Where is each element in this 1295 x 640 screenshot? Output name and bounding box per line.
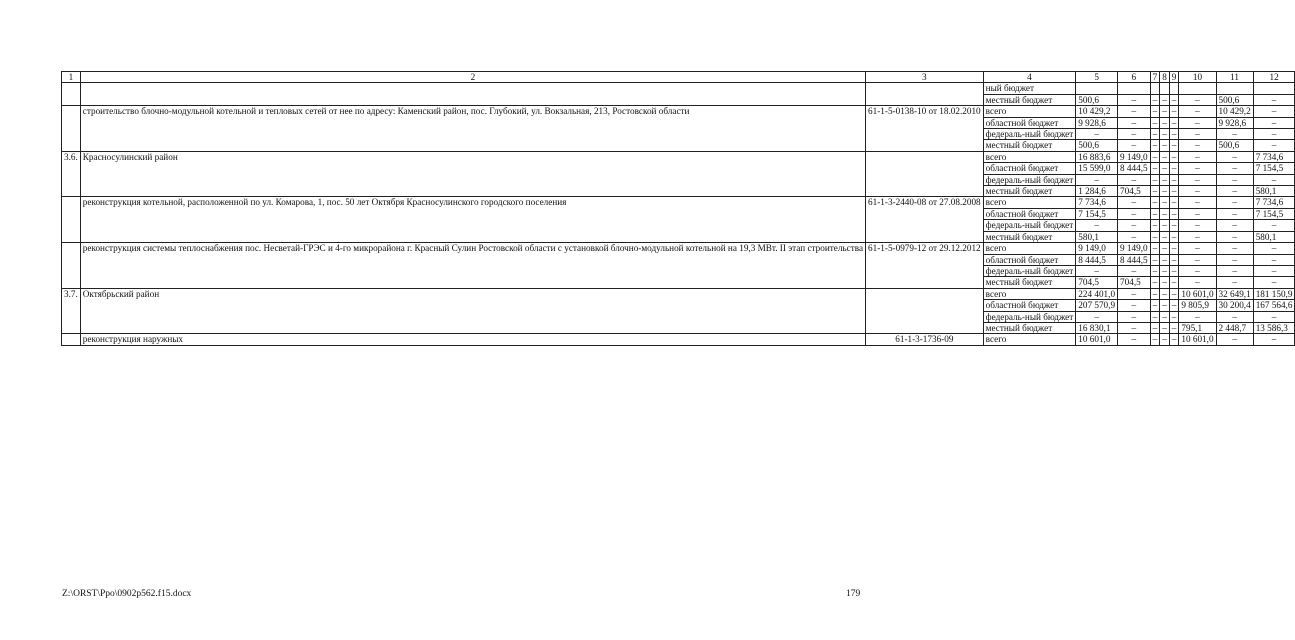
funding-source: местный бюджет	[983, 322, 1076, 333]
funding-source: местный бюджет	[983, 94, 1076, 105]
object-description: Октябрьский район	[80, 288, 865, 334]
funding-source: федераль-ный бюджет	[983, 129, 1076, 140]
amount-cell	[1179, 83, 1216, 94]
amount-cell: 7 154,5	[1253, 163, 1295, 174]
amount-cell: 704,5	[1076, 277, 1118, 288]
amount-cell: –	[1150, 265, 1160, 276]
document-reference: 61-1-3-2440-08 от 27.08.2008	[866, 197, 984, 243]
amount-cell: –	[1150, 151, 1160, 162]
amount-cell: 9 149,0	[1118, 243, 1151, 254]
amount-cell: 500,6	[1216, 140, 1253, 151]
amount-cell: –	[1076, 265, 1118, 276]
amount-cell	[1118, 83, 1151, 94]
amount-cell: 7 734,6	[1253, 151, 1295, 162]
funding-source: всего	[983, 106, 1076, 117]
amount-cell: –	[1169, 265, 1179, 276]
amount-cell: –	[1179, 163, 1216, 174]
amount-cell: –	[1150, 311, 1160, 322]
amount-cell: 10 429,2	[1076, 106, 1118, 117]
amount-cell	[1253, 83, 1295, 94]
amount-cell: 500,6	[1216, 94, 1253, 105]
amount-cell: –	[1160, 186, 1170, 197]
amount-cell: –	[1216, 231, 1253, 242]
amount-cell: –	[1160, 311, 1170, 322]
column-number: 4	[983, 72, 1076, 83]
amount-cell: –	[1169, 322, 1179, 333]
amount-cell: –	[1179, 151, 1216, 162]
amount-cell: 9 149,0	[1118, 151, 1151, 162]
column-number: 9	[1169, 72, 1179, 83]
amount-cell: –	[1216, 163, 1253, 174]
amount-cell: –	[1150, 129, 1160, 140]
amount-cell: –	[1169, 288, 1179, 299]
table-row	[62, 106, 1295, 117]
amount-cell: –	[1160, 140, 1170, 151]
amount-cell: –	[1076, 220, 1118, 231]
amount-cell: –	[1169, 254, 1179, 265]
amount-cell: –	[1169, 140, 1179, 151]
amount-cell: –	[1160, 129, 1170, 140]
amount-cell: 9 928,6	[1216, 117, 1253, 128]
amount-cell: –	[1118, 117, 1151, 128]
table-row	[62, 83, 1295, 94]
amount-cell: –	[1253, 220, 1295, 231]
funding-source: местный бюджет	[983, 140, 1076, 151]
amount-cell	[1216, 83, 1253, 94]
amount-cell: –	[1118, 265, 1151, 276]
amount-cell: –	[1118, 311, 1151, 322]
amount-cell: –	[1118, 140, 1151, 151]
column-number: 5	[1076, 72, 1118, 83]
amount-cell: –	[1076, 129, 1118, 140]
amount-cell	[1076, 83, 1118, 94]
funding-source: местный бюджет	[983, 231, 1076, 242]
amount-cell: –	[1253, 265, 1295, 276]
amount-cell: –	[1076, 311, 1118, 322]
amount-cell: 8 444,5	[1118, 163, 1151, 174]
amount-cell: –	[1169, 220, 1179, 231]
amount-cell: 207 570,9	[1076, 300, 1118, 311]
amount-cell: –	[1216, 174, 1253, 185]
funding-source: областной бюджет	[983, 208, 1076, 219]
amount-cell: –	[1150, 140, 1160, 151]
amount-cell: –	[1150, 208, 1160, 219]
funding-source: ный бюджет	[983, 83, 1076, 94]
amount-cell: 10 601,0	[1179, 334, 1216, 345]
amount-cell: –	[1179, 174, 1216, 185]
amount-cell: –	[1179, 231, 1216, 242]
amount-cell: –	[1169, 231, 1179, 242]
amount-cell: –	[1160, 277, 1170, 288]
amount-cell: –	[1118, 322, 1151, 333]
funding-source: всего	[983, 334, 1076, 345]
amount-cell: –	[1118, 174, 1151, 185]
funding-source: федераль-ный бюджет	[983, 311, 1076, 322]
amount-cell: –	[1169, 174, 1179, 185]
row-number	[62, 106, 81, 152]
amount-cell: –	[1160, 208, 1170, 219]
amount-cell: –	[1160, 94, 1170, 105]
amount-cell: 16 830,1	[1076, 322, 1118, 333]
amount-cell: 795,1	[1179, 322, 1216, 333]
amount-cell: –	[1150, 300, 1160, 311]
document-reference	[866, 83, 984, 106]
column-number: 7	[1150, 72, 1160, 83]
amount-cell: 704,5	[1118, 277, 1151, 288]
amount-cell: 9 149,0	[1076, 243, 1118, 254]
amount-cell: 10 601,0	[1076, 334, 1118, 345]
object-description: реконструкция наружных	[80, 334, 865, 345]
amount-cell: –	[1216, 311, 1253, 322]
object-description: реконструкция системы теплоснабжения пос. Несветай-ГРЭС и 4-го микрорайона г. Красный Сулин Ростовской области с установкой блочно-модульной котельной на 19,3 МВт. II этап строительства	[80, 243, 865, 289]
amount-cell: –	[1216, 277, 1253, 288]
amount-cell: –	[1179, 140, 1216, 151]
amount-cell: –	[1150, 334, 1160, 345]
amount-cell: –	[1160, 254, 1170, 265]
amount-cell: –	[1076, 174, 1118, 185]
amount-cell: –	[1160, 231, 1170, 242]
row-number: 3.6.	[62, 151, 81, 197]
column-number: 10	[1179, 72, 1216, 83]
amount-cell: 7 734,6	[1253, 197, 1295, 208]
amount-cell: –	[1253, 140, 1295, 151]
amount-cell: –	[1160, 174, 1170, 185]
amount-cell: –	[1169, 197, 1179, 208]
amount-cell: –	[1118, 129, 1151, 140]
amount-cell: –	[1118, 334, 1151, 345]
amount-cell	[1169, 83, 1179, 94]
amount-cell: –	[1169, 163, 1179, 174]
amount-cell: –	[1169, 106, 1179, 117]
amount-cell: –	[1160, 106, 1170, 117]
funding-source: местный бюджет	[983, 186, 1076, 197]
amount-cell: –	[1253, 254, 1295, 265]
amount-cell	[1160, 83, 1170, 94]
amount-cell: –	[1179, 186, 1216, 197]
funding-source: федераль-ный бюджет	[983, 174, 1076, 185]
amount-cell: –	[1253, 277, 1295, 288]
amount-cell: –	[1179, 277, 1216, 288]
amount-cell: –	[1253, 243, 1295, 254]
amount-cell: 7 734,6	[1076, 197, 1118, 208]
amount-cell: –	[1253, 94, 1295, 105]
funding-source: местный бюджет	[983, 277, 1076, 288]
amount-cell: –	[1160, 163, 1170, 174]
amount-cell: –	[1160, 288, 1170, 299]
funding-source: областной бюджет	[983, 300, 1076, 311]
amount-cell: –	[1150, 186, 1160, 197]
amount-cell: –	[1160, 300, 1170, 311]
amount-cell: 9 928,6	[1076, 117, 1118, 128]
amount-cell: –	[1253, 129, 1295, 140]
document-reference: 61-1-5-0138-10 от 18.02.2010	[866, 106, 984, 152]
amount-cell: 2 448,7	[1216, 322, 1253, 333]
amount-cell: –	[1150, 106, 1160, 117]
amount-cell: 500,6	[1076, 140, 1118, 151]
column-number: 2	[80, 72, 865, 83]
amount-cell: –	[1160, 243, 1170, 254]
amount-cell: 224 401,0	[1076, 288, 1118, 299]
amount-cell	[1150, 83, 1160, 94]
column-number: 3	[866, 72, 984, 83]
amount-cell: 580,1	[1076, 231, 1118, 242]
amount-cell: –	[1179, 311, 1216, 322]
funding-source: всего	[983, 243, 1076, 254]
amount-cell: 10 429,2	[1216, 106, 1253, 117]
amount-cell: –	[1169, 243, 1179, 254]
amount-cell: 500,6	[1076, 94, 1118, 105]
amount-cell: –	[1169, 300, 1179, 311]
amount-cell: 8 444,5	[1076, 254, 1118, 265]
amount-cell: –	[1179, 208, 1216, 219]
row-number	[62, 334, 81, 345]
amount-cell: 1 284,6	[1076, 186, 1118, 197]
amount-cell: –	[1179, 197, 1216, 208]
column-number: 8	[1160, 72, 1170, 83]
document-reference: 61-1-3-1736-09	[866, 334, 984, 345]
amount-cell: –	[1150, 254, 1160, 265]
amount-cell: –	[1179, 106, 1216, 117]
amount-cell: –	[1253, 311, 1295, 322]
table-row	[62, 197, 1295, 208]
amount-cell: –	[1169, 186, 1179, 197]
amount-cell: –	[1150, 174, 1160, 185]
object-description	[80, 83, 865, 106]
object-description: строительство блочно-модульной котельной и тепловых сетей от нее по адресу: Каменский район, пос. Глубокий, ул. Вокзальная, 213, Ростовской области	[80, 106, 865, 152]
amount-cell: –	[1169, 311, 1179, 322]
funding-source: областной бюджет	[983, 254, 1076, 265]
funding-source: всего	[983, 288, 1076, 299]
budget-table	[61, 71, 1295, 346]
amount-cell: –	[1169, 129, 1179, 140]
amount-cell: –	[1179, 220, 1216, 231]
amount-cell: –	[1118, 231, 1151, 242]
amount-cell: 8 444,5	[1118, 254, 1151, 265]
amount-cell: –	[1150, 231, 1160, 242]
amount-cell: –	[1150, 220, 1160, 231]
amount-cell: –	[1160, 334, 1170, 345]
amount-cell: –	[1216, 220, 1253, 231]
amount-cell: –	[1179, 265, 1216, 276]
amount-cell: –	[1160, 151, 1170, 162]
amount-cell: –	[1253, 106, 1295, 117]
funding-source: областной бюджет	[983, 163, 1076, 174]
amount-cell: –	[1150, 243, 1160, 254]
amount-cell: 7 154,5	[1253, 208, 1295, 219]
amount-cell: 32 649,1	[1216, 288, 1253, 299]
amount-cell: –	[1150, 197, 1160, 208]
amount-cell: –	[1253, 334, 1295, 345]
document-reference	[866, 288, 984, 334]
amount-cell: –	[1118, 197, 1151, 208]
amount-cell: –	[1160, 265, 1170, 276]
amount-cell: –	[1169, 117, 1179, 128]
amount-cell: 9 805,9	[1179, 300, 1216, 311]
row-number: 3.7.	[62, 288, 81, 334]
amount-cell: –	[1160, 197, 1170, 208]
amount-cell: 580,1	[1253, 186, 1295, 197]
amount-cell: –	[1216, 265, 1253, 276]
amount-cell: –	[1118, 94, 1151, 105]
funding-source: всего	[983, 197, 1076, 208]
row-number	[62, 197, 81, 243]
amount-cell: –	[1150, 277, 1160, 288]
row-number	[62, 83, 81, 106]
amount-cell: –	[1169, 151, 1179, 162]
amount-cell: –	[1150, 322, 1160, 333]
footer-file-path: Z:\ORST\Ppo\0902p562.f15.docx	[62, 589, 192, 599]
amount-cell: –	[1179, 254, 1216, 265]
column-number: 12	[1253, 72, 1295, 83]
funding-source: федераль-ный бюджет	[983, 220, 1076, 231]
amount-cell: –	[1179, 129, 1216, 140]
amount-cell: –	[1150, 163, 1160, 174]
table-row	[62, 243, 1295, 254]
row-number	[62, 243, 81, 289]
amount-cell: –	[1179, 243, 1216, 254]
amount-cell: –	[1216, 151, 1253, 162]
amount-cell: –	[1216, 186, 1253, 197]
amount-cell: –	[1169, 94, 1179, 105]
amount-cell: –	[1216, 254, 1253, 265]
column-number: 1	[62, 72, 81, 83]
document-reference	[866, 151, 984, 197]
amount-cell: 167 564,6	[1253, 300, 1295, 311]
amount-cell: –	[1216, 334, 1253, 345]
amount-cell: –	[1169, 334, 1179, 345]
funding-source: федераль-ный бюджет	[983, 265, 1076, 276]
amount-cell: –	[1160, 220, 1170, 231]
column-number: 11	[1216, 72, 1253, 83]
column-number: 6	[1118, 72, 1151, 83]
amount-cell: –	[1118, 300, 1151, 311]
amount-cell: –	[1179, 94, 1216, 105]
amount-cell: –	[1169, 208, 1179, 219]
amount-cell: 10 601,0	[1179, 288, 1216, 299]
amount-cell: –	[1118, 208, 1151, 219]
funding-source: областной бюджет	[983, 117, 1076, 128]
amount-cell: –	[1118, 220, 1151, 231]
amount-cell: –	[1253, 174, 1295, 185]
amount-cell: –	[1150, 94, 1160, 105]
amount-cell: 7 154,5	[1076, 208, 1118, 219]
amount-cell: –	[1179, 117, 1216, 128]
amount-cell: –	[1216, 129, 1253, 140]
amount-cell: –	[1160, 117, 1170, 128]
table-header-row	[62, 72, 1295, 83]
document-reference: 61-1-5-0979-12 от 29.12.2012	[866, 243, 984, 289]
footer-page-number: 179	[846, 589, 861, 599]
amount-cell: 15 599,0	[1076, 163, 1118, 174]
amount-cell: 30 200,4	[1216, 300, 1253, 311]
amount-cell: 13 586,3	[1253, 322, 1295, 333]
amount-cell: 16 883,6	[1076, 151, 1118, 162]
amount-cell: –	[1150, 117, 1160, 128]
table-row	[62, 288, 1295, 299]
object-description: реконструкция котельной, расположенной по ул. Комарова, 1, пос. 50 лет Октября Красносулинского городского поселения	[80, 197, 865, 243]
table-row	[62, 334, 1295, 345]
funding-source: всего	[983, 151, 1076, 162]
amount-cell: 181 150,9	[1253, 288, 1295, 299]
amount-cell: –	[1216, 197, 1253, 208]
amount-cell: –	[1216, 208, 1253, 219]
object-description: Красносулинский район	[80, 151, 865, 197]
amount-cell: –	[1253, 117, 1295, 128]
amount-cell: 704,5	[1118, 186, 1151, 197]
amount-cell: 580,1	[1253, 231, 1295, 242]
table-row	[62, 151, 1295, 162]
amount-cell: –	[1118, 106, 1151, 117]
amount-cell: –	[1216, 243, 1253, 254]
amount-cell: –	[1169, 277, 1179, 288]
amount-cell: –	[1118, 288, 1151, 299]
amount-cell: –	[1160, 322, 1170, 333]
amount-cell: –	[1150, 288, 1160, 299]
